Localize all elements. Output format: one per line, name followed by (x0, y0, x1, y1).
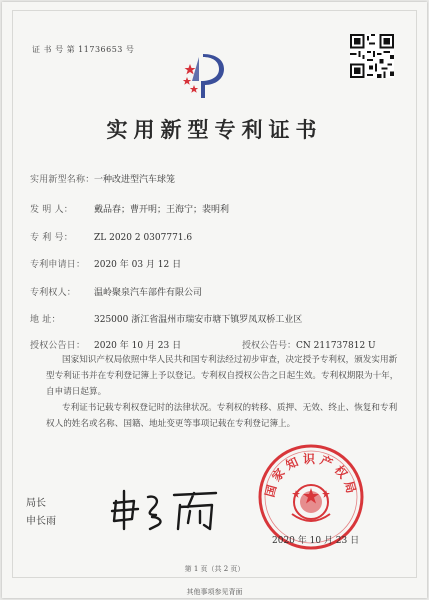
field-filing-date-value: 2020 年 03 月 12 日 (94, 260, 182, 270)
signature-role-2: 申长雨 (26, 516, 56, 527)
field-grant-date (30, 338, 181, 351)
field-patentee-value: 温岭聚泉汽车部件有限公司 (94, 288, 203, 298)
cnipa-logo-icon (179, 48, 231, 100)
field-grant-no (242, 338, 376, 351)
certificate-number: 证 书 号 第 11736653 号 (32, 45, 135, 54)
field-name-label: 实用新型名称： (30, 175, 95, 185)
field-name (30, 172, 175, 185)
field-inventor-value: 戴品春；曹开明；王海宁；裴明利 (94, 205, 230, 215)
handwritten-signature (108, 487, 228, 533)
field-patentee-label: 专利权人： (30, 288, 77, 298)
field-filing-date-label: 专利申请日： (30, 260, 86, 270)
qr-code-icon (350, 34, 394, 78)
field-address-value: 325000 浙江省温州市瑞安市塘下镇罗凤双桥工业区 (94, 315, 303, 325)
field-grant-no-value: CN 211737812 U (296, 341, 376, 351)
certificate-paragraph-1: 国家知识产权局依照中华人民共和国专利法经过初步审查，决定授予专利权，颁发实用新型专利证书并在专利登记簿上予以登记。专利权自授权公告之日起生效。专利权期限为十年，自申请日起算。 (46, 355, 399, 397)
certificate-title: 实用新型专利证书 (106, 117, 323, 142)
field-grant-date-value: 2020 年 10 月 23 日 (94, 341, 182, 351)
footer-page-number: 第 1 页（共 2 页） (184, 565, 245, 573)
field-filing-date (30, 257, 181, 270)
certificate-paragraph-2: 专利证书记载专利权登记时的法律状况。专利权的转移、质押、无效、终止、恢复和专利权人的姓名或名称、国籍、地址变更等事项记载在专利登记簿上。 (46, 403, 398, 429)
field-patent-no-label: 专 利 号： (30, 233, 73, 243)
field-patent-no-value: ZL 2020 2 0307771.6 (94, 233, 193, 243)
field-address-label: 地 址： (30, 315, 61, 325)
field-address (30, 312, 302, 325)
field-grant-no-label: 授权公告号： (242, 341, 297, 351)
certificate-page (2, 2, 427, 598)
signature-role-1: 局长 (26, 498, 46, 509)
field-patentee (30, 285, 202, 298)
seal-date: 2020 年 10 月 23 日 (272, 536, 360, 546)
seal-text: 国家知识产权局 (262, 452, 360, 499)
field-name-value: 一种改进型汽车球笼 (94, 175, 176, 185)
field-inventor (30, 202, 229, 215)
field-grant-date-label: 授权公告日： (30, 341, 86, 351)
field-patent-no (30, 230, 192, 243)
footer-note: 其他事项参见背面 (186, 588, 243, 596)
field-inventor-label: 发 明 人： (30, 205, 73, 215)
